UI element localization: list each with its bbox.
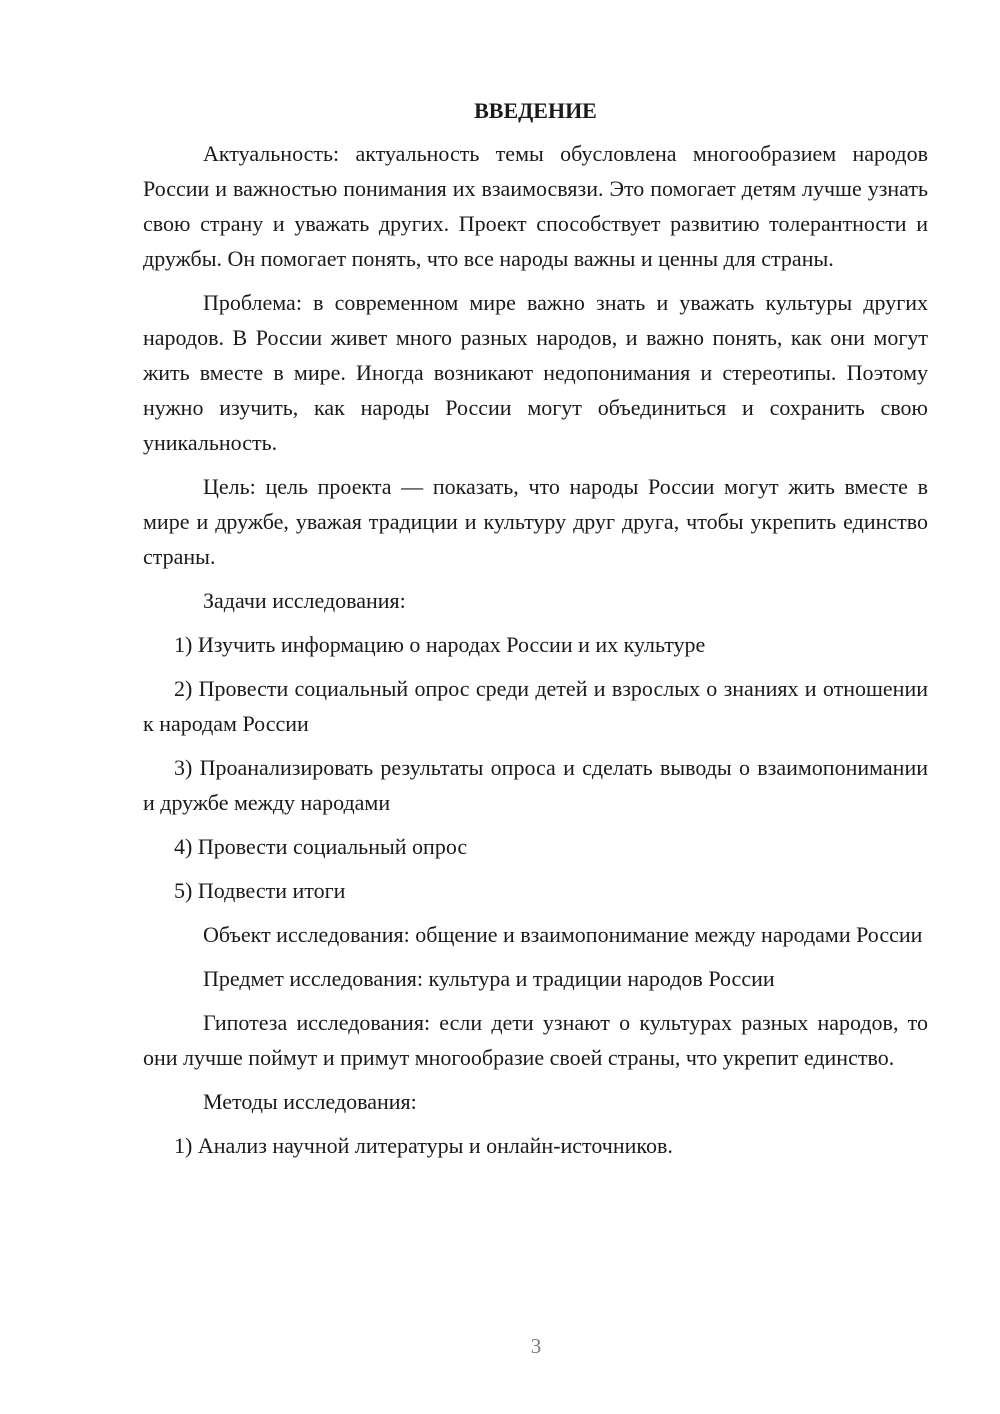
relevance-paragraph: Актуальность: актуальность темы обусловлена многообразием народов России и важностью понимания их взаимосвязи. Это помогает детям лучше узнать свою страну и уважать других. Проект способствует развитию толерантности и дружбы. Он помогает понять, что все народы важны и ценны для страны. — [143, 141, 928, 271]
tasks-heading: Задачи исследования: — [203, 588, 406, 613]
object-paragraph: Объект исследования: общение и взаимопонимание между народами России — [203, 922, 923, 947]
goal-paragraph: Цель: цель проекта — показать, что народы России могут жить вместе в мире и дружбе, уважая традиции и культуру друг друга, чтобы укрепить единство страны. — [143, 474, 928, 569]
page-number: 3 — [530, 1334, 542, 1358]
task-item: 2) Провести социальный опрос среди детей и взрослых о знаниях и отношении к народам России — [143, 676, 928, 736]
subject-paragraph: Предмет исследования: культура и традиции народов России — [203, 966, 775, 991]
task-item: 4) Провести социальный опрос — [174, 834, 468, 859]
methods-heading: Методы исследования: — [203, 1089, 417, 1114]
problem-paragraph: Проблема: в современном мире важно знать и уважать культуры других народов. В России живет много разных народов, и важно понять, как они могут жить вместе в мире. Иногда возникают недопонимания и стереотипы. Поэтому нужно изучить, как народы России могут объединиться и сохранить свою уникальность. — [143, 290, 928, 455]
method-item: 1) Анализ научной литературы и онлайн-источников. — [174, 1133, 673, 1158]
task-item: 3) Проанализировать результаты опроса и сделать выводы о взаимопонимании и дружбе между народами — [143, 755, 928, 815]
hypothesis-paragraph: Гипотеза исследования: если дети узнают о культурах разных народов, то они лучше поймут и примут многообразие своей страны, что укрепит единство. — [143, 1010, 928, 1070]
section-title: ВВЕДЕНИЕ — [474, 98, 597, 123]
task-item: 5) Подвести итоги — [174, 878, 346, 903]
task-item: 1) Изучить информацию о народах России и их культуре — [174, 632, 706, 657]
document-page — [143, 96, 928, 1172]
